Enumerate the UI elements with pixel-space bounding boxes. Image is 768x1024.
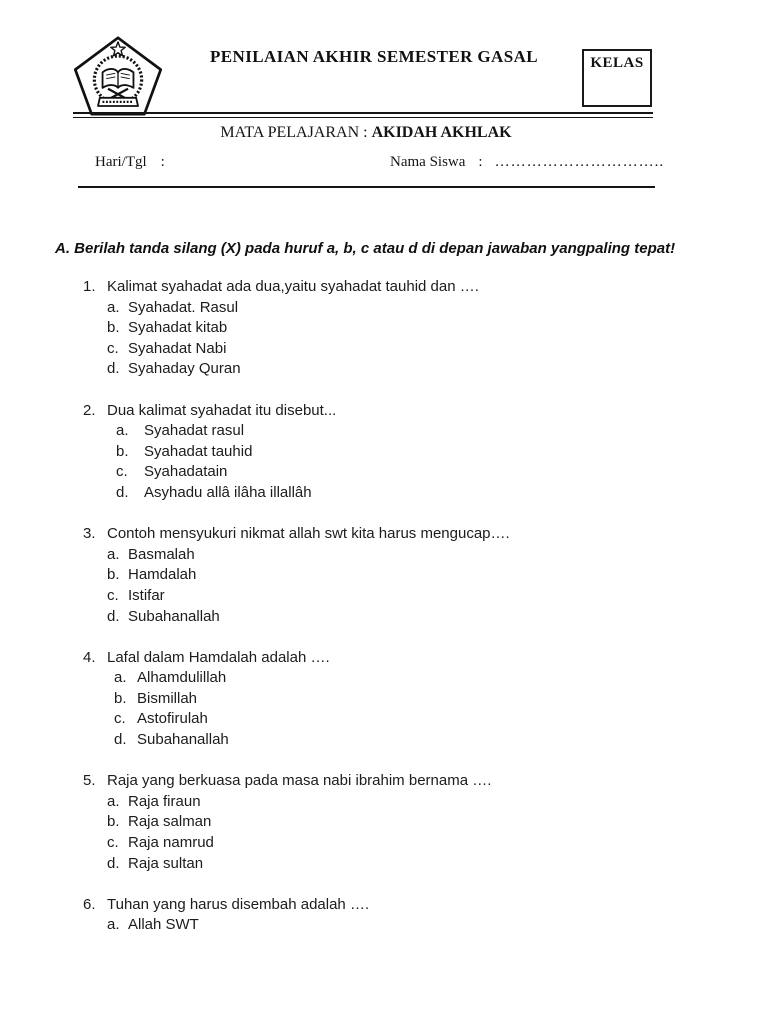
option-letter: b. — [107, 566, 120, 584]
option-text: Syahadat kitab — [128, 319, 228, 337]
answer-option — [107, 545, 728, 566]
options-list — [107, 545, 728, 627]
answer-option — [116, 483, 728, 504]
answer-option — [107, 854, 728, 875]
answer-option — [114, 730, 728, 751]
subheader-divider — [78, 186, 655, 188]
option-letter: a. — [116, 422, 129, 440]
question-stem — [83, 524, 728, 545]
question-stem — [83, 401, 728, 422]
option-letter: c. — [116, 463, 128, 481]
question-text: Tuhan yang harus disembah adalah …. — [107, 895, 370, 913]
option-letter: c. — [107, 586, 119, 604]
option-text: Subahanallah — [137, 731, 229, 749]
option-text: Subahanallah — [128, 607, 220, 625]
question-number: 6. — [83, 895, 96, 913]
question — [83, 895, 728, 936]
option-text: Basmalah — [128, 545, 195, 563]
option-letter: a. — [107, 298, 120, 316]
answer-option — [114, 689, 728, 710]
question-number: 2. — [83, 401, 96, 419]
option-text: Bismillah — [137, 689, 198, 707]
question-stem — [83, 277, 728, 298]
option-text: Syahadat Nabi — [128, 339, 227, 357]
question — [83, 277, 728, 380]
option-text: Astofirulah — [137, 710, 208, 728]
option-text: Raja salman — [128, 813, 212, 831]
page-title: PENILAIAN AKHIR SEMESTER GASAL — [210, 47, 538, 66]
class-box — [582, 49, 652, 107]
question-number: 4. — [83, 648, 96, 666]
options-list — [114, 668, 728, 750]
question — [83, 524, 728, 627]
answer-option — [107, 339, 728, 360]
question-text: Raja yang berkuasa pada masa nabi ibrahim bernama …. — [107, 772, 492, 790]
section-a-instruction: A. Berilah tanda silang (X) pada huruf a, b, c atau d di depan jawaban yangpaling tepat! — [55, 240, 676, 257]
answer-option — [116, 462, 728, 483]
question-number: 3. — [83, 525, 96, 543]
option-text: Syahadat tauhid — [144, 442, 253, 460]
answer-option — [114, 668, 728, 689]
subject-line — [0, 124, 732, 142]
option-letter: a. — [114, 669, 127, 687]
option-text: Raja firaun — [128, 792, 201, 810]
option-text: Raja sultan — [128, 854, 204, 872]
option-text: Istifar — [128, 586, 165, 604]
option-text: Raja namrud — [128, 834, 214, 852]
answer-option — [107, 318, 728, 339]
answer-option — [116, 442, 728, 463]
option-letter: d. — [107, 607, 120, 625]
answer-option — [116, 421, 728, 442]
answer-option — [107, 298, 728, 319]
option-text: Syahadat rasul — [144, 422, 245, 440]
questions-list — [83, 277, 728, 957]
option-text: Allah SWT — [128, 916, 199, 934]
student-name-colon: : — [478, 154, 483, 170]
option-letter: c. — [107, 834, 119, 852]
question — [83, 648, 728, 751]
question-stem — [83, 771, 728, 792]
question-text: Kalimat syahadat ada dua,yaitu syahadat tauhid dan …. — [107, 278, 479, 295]
option-letter: b. — [116, 442, 129, 460]
option-text: Syahadatain — [144, 463, 228, 481]
options-list — [116, 421, 728, 503]
option-letter: d. — [116, 483, 129, 501]
option-text: Syahaday Quran — [128, 360, 241, 378]
student-name-field — [390, 154, 664, 171]
question-text: Dua kalimat syahadat itu disebut... — [107, 401, 337, 419]
question-text: Contoh mensyukuri nikmat allah swt kita harus mengucap…. — [107, 525, 510, 543]
answer-option — [107, 586, 728, 607]
question-number: 5. — [83, 772, 96, 790]
subject-label: MATA PELAJARAN : — [220, 124, 368, 141]
answer-option — [107, 792, 728, 813]
question — [83, 401, 728, 504]
option-letter: b. — [114, 689, 127, 707]
option-letter: b. — [107, 813, 120, 831]
date-label: Hari/Tgl — [95, 154, 147, 170]
answer-option — [114, 709, 728, 730]
option-letter: a. — [107, 792, 120, 810]
subject-value: AKIDAH AKHLAK — [371, 124, 512, 141]
option-text: Asyhadu allâ ilâha illallâh — [144, 483, 312, 501]
question-stem — [83, 895, 728, 916]
question-text: Lafal dalam Hamdalah adalah …. — [107, 648, 330, 666]
student-name-label: Nama Siswa — [390, 154, 466, 170]
option-letter: d. — [107, 854, 120, 872]
class-box-label: KELAS — [590, 55, 644, 71]
option-letter: a. — [107, 916, 120, 934]
option-letter: b. — [107, 319, 120, 337]
option-letter: c. — [114, 710, 126, 728]
option-letter: d. — [114, 731, 127, 749]
answer-option — [107, 359, 728, 380]
option-text: Alhamdulillah — [137, 669, 227, 687]
option-letter: d. — [107, 360, 120, 378]
option-text: Hamdalah — [128, 566, 197, 584]
options-list — [107, 915, 728, 936]
option-letter: c. — [107, 339, 119, 357]
question-stem — [83, 648, 728, 669]
student-name-blank: ………………………….. — [494, 154, 665, 170]
answer-option — [107, 607, 728, 628]
answer-option — [107, 812, 728, 833]
answer-option — [107, 833, 728, 854]
question — [83, 771, 728, 874]
header-divider — [73, 112, 653, 118]
info-line — [0, 154, 768, 174]
question-number: 1. — [83, 278, 96, 295]
date-field — [95, 154, 165, 171]
options-list — [107, 792, 728, 874]
answer-option — [107, 915, 728, 936]
answer-option — [107, 565, 728, 586]
option-text: Syahadat. Rasul — [128, 298, 239, 316]
option-letter: a. — [107, 545, 120, 563]
date-colon: : — [160, 154, 165, 170]
options-list — [107, 298, 728, 380]
